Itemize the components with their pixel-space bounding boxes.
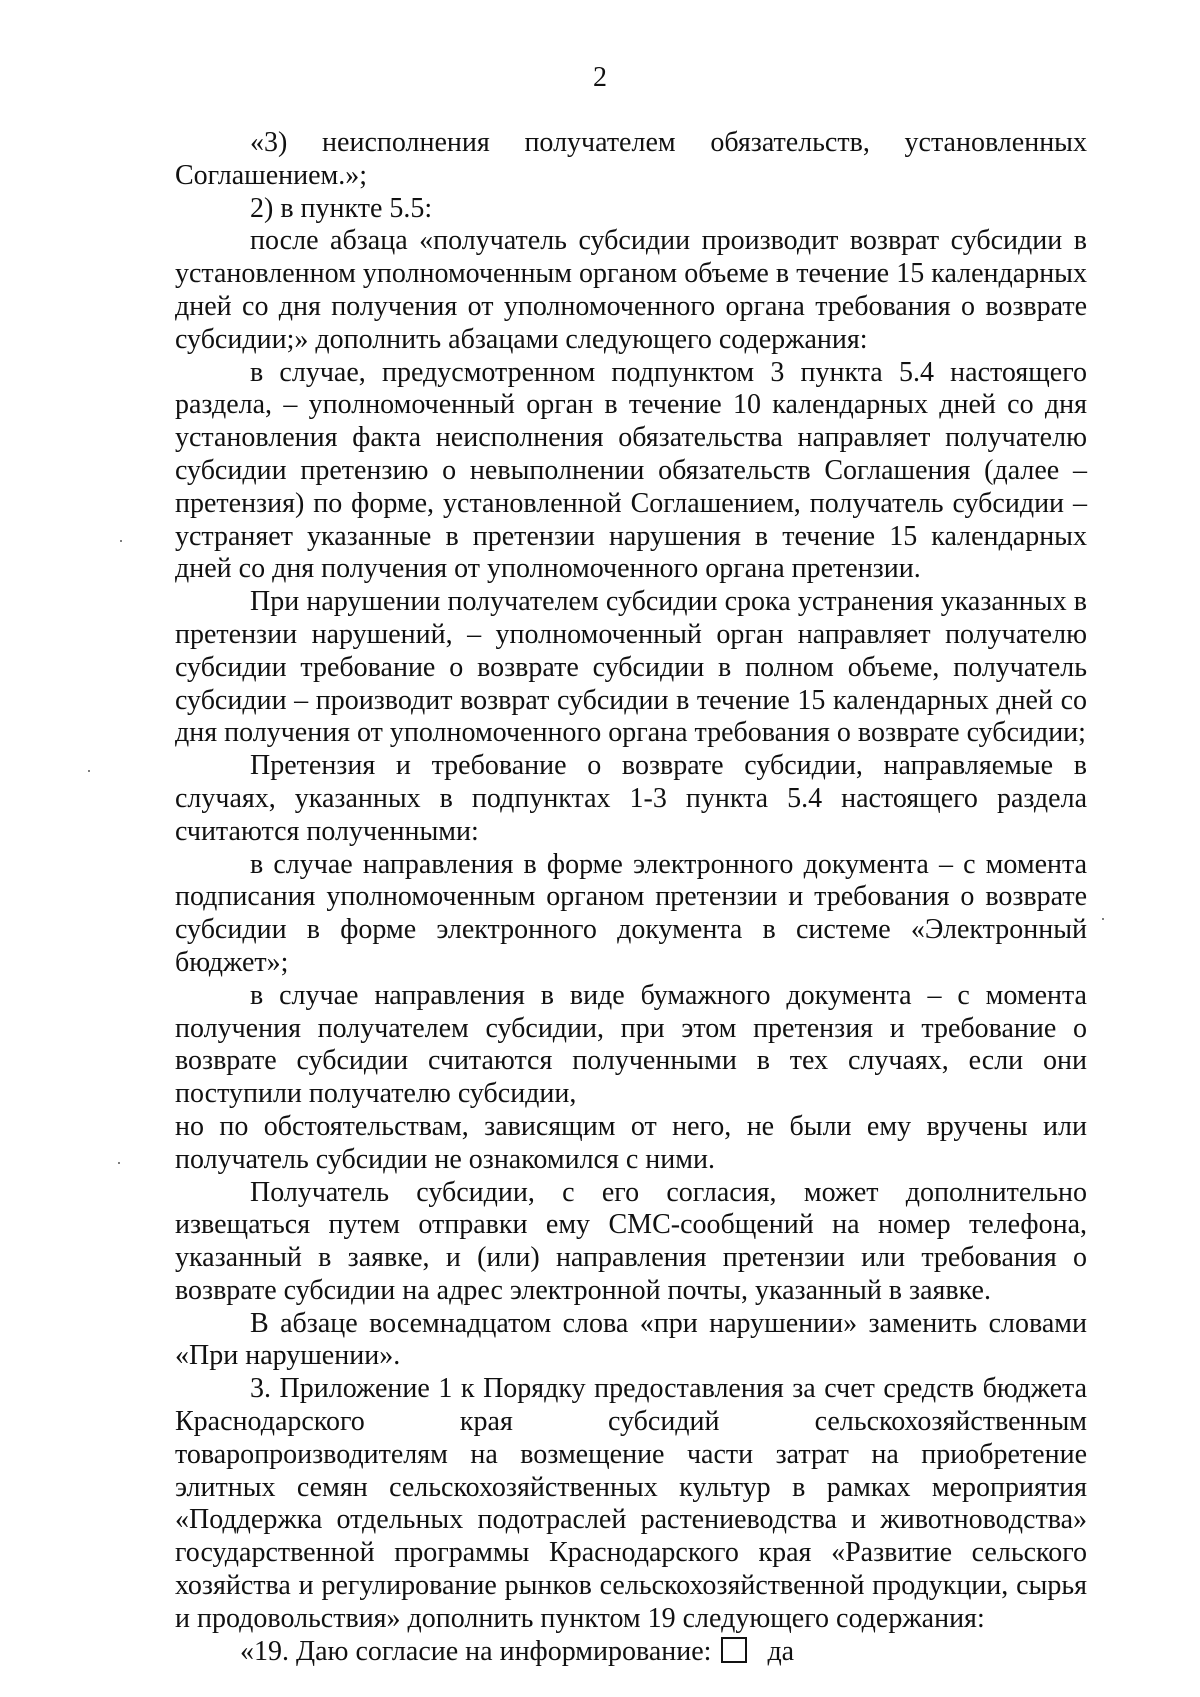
page-number: 2 [593, 62, 607, 93]
scan-speck [118, 1162, 120, 1164]
paragraph-point-5-5: 2) в пункте 5.5: [250, 192, 433, 224]
paragraph-claim-received: Претензия и требование о возврате субсидии, направляемые в случаях, указанных в подпунктах 1-3 пункта 5.4 настоящего раздела считаются полученными: [175, 750, 1087, 847]
paragraph-paper-document: в случае направления в виде бумажного документа – с момента получения получателем субсидии, при этом претензия и требование о возврате субсидии считаются полученными в тех случаях, если они поступили получателю субсидии, [175, 979, 1087, 1110]
paragraph-after-abzac: после абзаца «получатель субсидии производит возврат субсидии в установленном уполномоченным органом объеме в течение 15 календарных дней со дня получения от уполномоченного органа требования о возврате субсидии;» дополнить абзацами следующего содержания: [175, 225, 1087, 355]
paragraph-eighteenth-abzac: В абзаце восемнадцатом слова «при нарушении» заменить словами «При нарушении». [175, 1307, 1087, 1372]
paragraph-case-subpoint-3: в случае, предусмотренном подпунктом 3 пункта 5.4 настоящего раздела, – уполномоченный орган в течение 10 календарных дней со дня установления факта неисполнения обязательства направляет получателю субсидии претензию о невыполнении обязательств Соглашения (далее – претензия) по форме, установленной Соглашением, получатель субсидии – устраняет указанные в претензии нарушения в течение 15 календарных дней со дня получения от уполномоченного органа претензии. [175, 356, 1087, 585]
paragraph-electronic-document: в случае направления в форме электронного документа – с момента подписания уполномоченным органом претензии и требования о возврате субсидии в форме электронного документа в системе «Электронный бюджет»; [175, 848, 1087, 978]
consent-option-yes: да [767, 1635, 795, 1667]
paragraph-item-3-amendment: «3) неисполнения получателем обязательств, установленных Соглашением.»; [175, 127, 1087, 191]
scan-speck [120, 540, 122, 542]
paragraph-circumstances: но по обстоятельствам, зависящим от него, не были ему вручены или получатель субсидии не ознакомился с ними. [175, 1110, 1087, 1175]
paragraph-violation-deadline: При нарушении получателем субсидии срока устранения указанных в претензии нарушений, – уполномоченный орган направляет получателю субсидии требование о возврате субсидии в полном объеме, получатель субсидии – производит возврат субсидии в течение 15 календарных дней со дня получения от уполномоченного органа требования о возврате субсидии; [175, 586, 1087, 749]
paragraph-sms-notification: Получатель субсидии, с его согласия, может дополнительно извещаться путем отправки ему СМС-сообщений на номер телефона, указанный в заявке, и (или) направления претензии или требования о возврате субсидии на адрес электронной почты, указанный в заявке. [175, 1176, 1087, 1306]
consent-line [175, 1636, 1087, 1669]
scan-speck [1102, 918, 1104, 920]
paragraph-appendix-1: 3. Приложение 1 к Порядку предоставления за счет средств бюджета Краснодарского края субсидий сельскохозяйственным товаропроизводителям на возмещение части затрат на приобретение элитных семян сельскохозяйственных культур в рамках мероприятия «Поддержка отдельных подотраслей растениеводства и животноводства» государственной программы Краснодарского края «Развитие сельского хозяйства и регулирование рынков сельскохозяйственной продукции, сырья и продовольствия» дополнить пунктом 19 следующего содержания: [175, 1373, 1087, 1634]
consent-checkbox[interactable] [721, 1637, 747, 1663]
scan-speck [88, 770, 90, 772]
document-body [175, 127, 1087, 1668]
consent-label: «19. Даю согласие на информирование: [240, 1635, 712, 1667]
